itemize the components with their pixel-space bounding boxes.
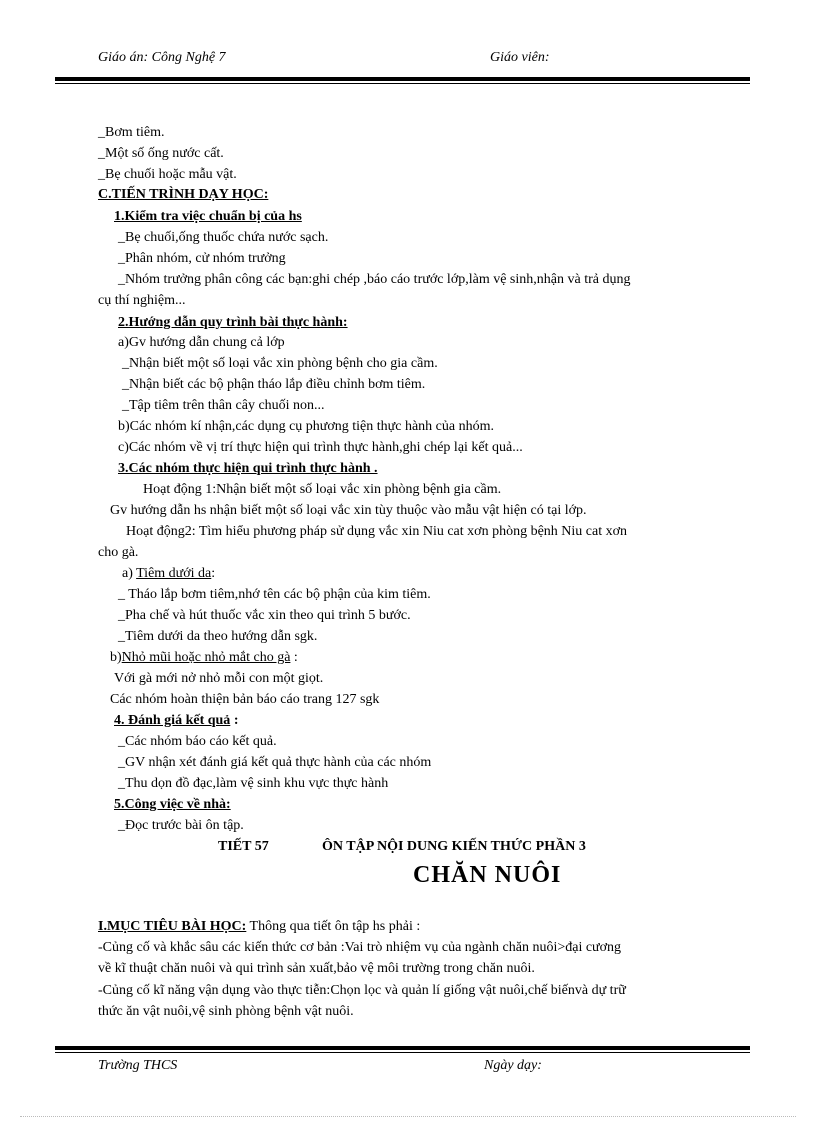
material-water: _Một số ống nước cất. — [98, 146, 224, 161]
step-2-item: b)Các nhóm kí nhận,các dụng cụ phương tiện thực hành của nhóm. — [118, 419, 494, 434]
subsection-a — [122, 565, 215, 583]
footer-left: Trường THCS — [98, 1058, 178, 1073]
activity-2-cont: cho gà. — [98, 545, 139, 560]
step-1-heading: 1.Kiểm tra việc chuẩn bị của hs — [114, 209, 302, 224]
step-4-item: _Các nhóm báo cáo kết quả. — [118, 734, 277, 749]
subsection-b — [110, 649, 298, 667]
objectives-intro: Thông qua tiết ôn tập hs phải : — [246, 919, 421, 934]
step-4-heading-suffix: : — [230, 713, 239, 728]
subsection-a-prefix: a) — [122, 566, 137, 581]
step-2-item: c)Các nhóm về vị trí thực hiện qui trình thực hành,ghi chép lại kết quả... — [118, 440, 523, 455]
header-rule-thick — [55, 77, 750, 81]
step-5-item: _Đọc trước bài ôn tập. — [118, 818, 244, 833]
objectives-heading: I.MỤC TIÊU BÀI HỌC: — [98, 919, 247, 934]
step-2-heading-text: 2.Hướng dẫn quy trình bài thực hành: — [118, 315, 348, 330]
step-2-item: a)Gv hướng dẫn chung cả lớp — [118, 335, 285, 350]
step-4-heading — [114, 712, 238, 730]
step-1-item: _Phân nhóm, cử nhóm trưởng — [118, 251, 286, 266]
subsection-b-label: Nhỏ mũi hoặc nhỏ mắt cho gà — [121, 650, 291, 665]
step-2-heading — [118, 314, 348, 332]
header-right: Giáo viên: — [490, 50, 550, 65]
step-3-heading-text: 3.Các nhóm thực hiện qui trình thực hành . — [118, 461, 378, 476]
step-1-item: _Nhóm trưởng phân công các bạn:ghi chép ,báo cáo trước lớp,làm vệ sinh,nhận và trả dụng — [118, 272, 631, 287]
objective-item: -Củng cố và khắc sâu các kiến thức cơ bản :Vai trò nhiệm vụ của ngành chăn nuôi>đại cương — [98, 940, 622, 955]
footer-right: Ngày dạy: — [484, 1058, 542, 1073]
header-left: Giáo án: Công Nghệ 7 — [98, 50, 226, 65]
page-bottom-dotted-rule — [20, 1116, 796, 1117]
step-4-item: _GV nhận xét đánh giá kết quả thực hành của các nhóm — [118, 755, 432, 770]
step-5-heading: 5.Công việc về nhà: — [114, 797, 231, 812]
step-4-item: _Thu dọn đồ đạc,làm vệ sinh khu vực thực hành — [118, 776, 389, 791]
footer-rule-thin — [55, 1052, 750, 1053]
material-syringe: _Bơm tiêm. — [98, 125, 165, 140]
header-rule-thin — [55, 83, 750, 84]
step-4-heading-text: 4. Đánh giá kết quả — [114, 713, 231, 728]
material-banana: _Bẹ chuối hoặc mẫu vật. — [98, 167, 237, 182]
section-c-heading: C.TIẾN TRÌNH DẠY HỌC: — [98, 187, 269, 202]
step-2-item: _Nhận biết một số loại vắc xin phòng bệnh cho gia cầm. — [122, 356, 438, 371]
step-1-item: _Bẹ chuối,ống thuốc chứa nước sạch. — [118, 230, 329, 245]
activity-2: Hoạt động2: Tìm hiểu phương pháp sử dụng vắc xin Niu cat xơn phòng bệnh Niu cat xơn — [126, 524, 627, 539]
lesson-title: ÔN TẬP NỘI DUNG KIẾN THỨC PHẦN 3 — [322, 839, 586, 854]
step-3-heading — [118, 460, 378, 478]
objective-item: về kĩ thuật chăn nuôi và qui trình sản xuất,bảo vệ môi trường trong chăn nuôi. — [98, 961, 535, 976]
objective-item: -Củng cố kĩ năng vận dụng vào thực tiễn:Chọn lọc và quản lí giống vật nuôi,chế biếnvà dự trữ — [98, 983, 626, 998]
subsection-b-item: Với gà mới nở nhỏ mỗi con một giọt. — [114, 671, 324, 686]
activity-1-detail: Gv hướng dẫn hs nhận biết một số loại vắc xin tùy thuộc vào mẫu vật hiện có tại lớp. — [110, 503, 587, 518]
footer-rule-thick — [55, 1046, 750, 1050]
subsection-a-item: _Pha chế và hút thuốc vắc xin theo qui trình 5 bước. — [118, 608, 411, 623]
subsection-a-suffix: : — [211, 566, 216, 581]
subsection-a-item: _Tiêm dưới da theo hướng dẫn sgk. — [118, 629, 318, 644]
chapter-title: CHĂN NUÔI — [413, 862, 562, 888]
objectives-line — [98, 918, 420, 936]
subsection-a-label: Tiêm dưới da — [136, 566, 212, 581]
activity-1: Hoạt động 1:Nhận biết một số loại vắc xin phòng bệnh gia cầm. — [143, 482, 502, 497]
step-1-item-cont: cụ thí nghiệm... — [98, 293, 186, 308]
lesson-number: TIẾT 57 — [218, 839, 269, 854]
subsection-b-prefix: b) — [110, 650, 122, 665]
subsection-b-suffix: : — [290, 650, 298, 665]
objective-item: thức ăn vật nuôi,vệ sinh phòng bệnh vật nuôi. — [98, 1004, 354, 1019]
subsection-a-item: _ Tháo lắp bơm tiêm,nhớ tên các bộ phận của kim tiêm. — [118, 587, 431, 602]
step-2-item: _Nhận biết các bộ phận tháo lắp điều chỉnh bơm tiêm. — [122, 377, 426, 392]
step-2-item: _Tập tiêm trên thân cây chuối non... — [122, 398, 325, 413]
report-note: Các nhóm hoàn thiện bản báo cáo trang 127 sgk — [110, 692, 380, 707]
